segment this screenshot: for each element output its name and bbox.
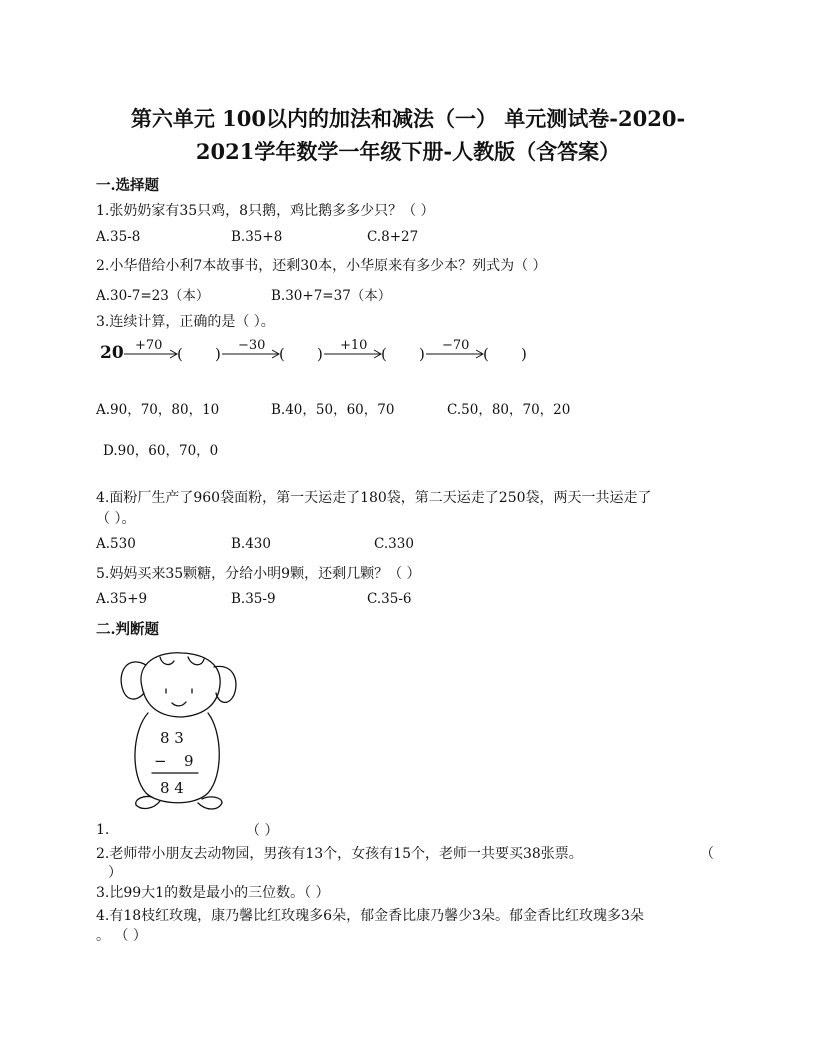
elephant-eyes [166, 689, 192, 693]
judge-1-number: 1. [96, 822, 110, 838]
question-2: 2.小华借给小利7本故事书，还剩30本，小华原来有多少本？列式为（ ） [96, 258, 547, 274]
q3-option-a: A.90，70，80，10 [96, 402, 220, 418]
judge-2-paren-open: （ [700, 846, 714, 862]
title-line-1: 第六单元 100以内的加法和减法（一） 单元测试卷-2020- [130, 106, 686, 131]
question-4-line-2: （ ）。 [96, 511, 136, 527]
q3-option-c: C.50，80，70，20 [447, 402, 571, 418]
q2-option-a: A.30-7=23（本） [96, 288, 210, 304]
judge-2-line-1: 2.老师带小朋友去动物园，男孩有13个，女孩有15个，老师一共要买38张票。 [96, 846, 583, 862]
chain-op-1: +70 [135, 338, 163, 353]
elephant-head [141, 653, 220, 717]
q3-option-d: D.90，60，70，0 [103, 443, 219, 459]
title-line-2: 2021学年数学一年级下册-人教版（含答案） [195, 139, 621, 164]
chain-blank-4-close: ) [521, 345, 527, 363]
chain-arrows [0, 0, 816, 380]
chain-op-3: +10 [340, 338, 368, 353]
question-3: 3.连续计算，正确的是（ ）。 [96, 314, 275, 330]
judge-4-line-2: 。 （ ） [96, 928, 147, 944]
subtraction-subtrahend: 9 [184, 752, 194, 770]
elephant-subtraction-illustration [110, 645, 250, 820]
judge-4-line-1: 4.有18枝红玫瑰，康乃馨比红玫瑰多6朵，郁金香比康乃馨少3朵。郁金香比红玫瑰多3朵 [96, 908, 644, 924]
q3-option-b: B.40，50，60，70 [271, 402, 395, 418]
q1-option-b: B.35+8 [231, 229, 283, 245]
chain-blank-1-open: ( [177, 345, 183, 363]
question-5: 5.妈妈买来35颗糖，分给小明9颗，还剩几颗？（ ） [96, 566, 421, 582]
subtraction-top-number: 8 3 [160, 729, 184, 747]
q2-option-b: B.30+7=37（本） [271, 288, 392, 304]
q4-option-b: B.430 [231, 536, 271, 552]
chain-op-2: −30 [238, 338, 266, 353]
chain-blank-2-close: ) [317, 345, 323, 363]
chain-start-number: 20 [100, 343, 124, 363]
judge-3: 3.比99大1的数是最小的三位数。（ ） [96, 885, 330, 901]
q1-option-c: C.8+27 [367, 229, 419, 245]
chain-blank-2-open: ( [279, 345, 285, 363]
question-1: 1.张奶奶家有35只鸡，8只鹅，鸡比鹅多多少只？（ ） [96, 203, 435, 219]
chain-op-4: −70 [442, 338, 470, 353]
elephant-hair [160, 657, 204, 665]
judge-2-paren-close: ） [108, 865, 122, 881]
q1-option-a: A.35-8 [96, 229, 141, 245]
section-heading-choice: 一.选择题 [96, 177, 160, 194]
q5-option-b: B.35-9 [231, 591, 276, 607]
chain-blank-3-close: ) [419, 345, 425, 363]
q5-option-a: A.35+9 [96, 591, 148, 607]
elephant-right-ear [214, 666, 236, 702]
elephant-right-foot [198, 797, 222, 809]
subtraction-minus-sign: − [154, 752, 167, 770]
chain-blank-1-close: ) [215, 345, 221, 363]
section-heading-judge: 二.判断题 [96, 621, 160, 638]
q4-option-a: A.530 [96, 536, 136, 552]
judge-1-answer-paren: （ ） [246, 823, 279, 839]
q4-option-c: C.330 [374, 536, 414, 552]
q5-option-c: C.35-6 [367, 591, 412, 607]
elephant-left-ear [121, 662, 146, 699]
subtraction-numbers [154, 729, 194, 797]
elephant-left-foot [136, 796, 160, 808]
question-4-line-1: 4.面粉厂生产了960袋面粉，第一天运走了180袋，第二天运走了250袋，两天一共运走了 [96, 490, 652, 506]
chain-blank-4-open: ( [483, 345, 489, 363]
chain-blank-3-open: ( [381, 345, 387, 363]
subtraction-result: 8 4 [160, 779, 184, 797]
elephant-mouth [172, 702, 186, 706]
